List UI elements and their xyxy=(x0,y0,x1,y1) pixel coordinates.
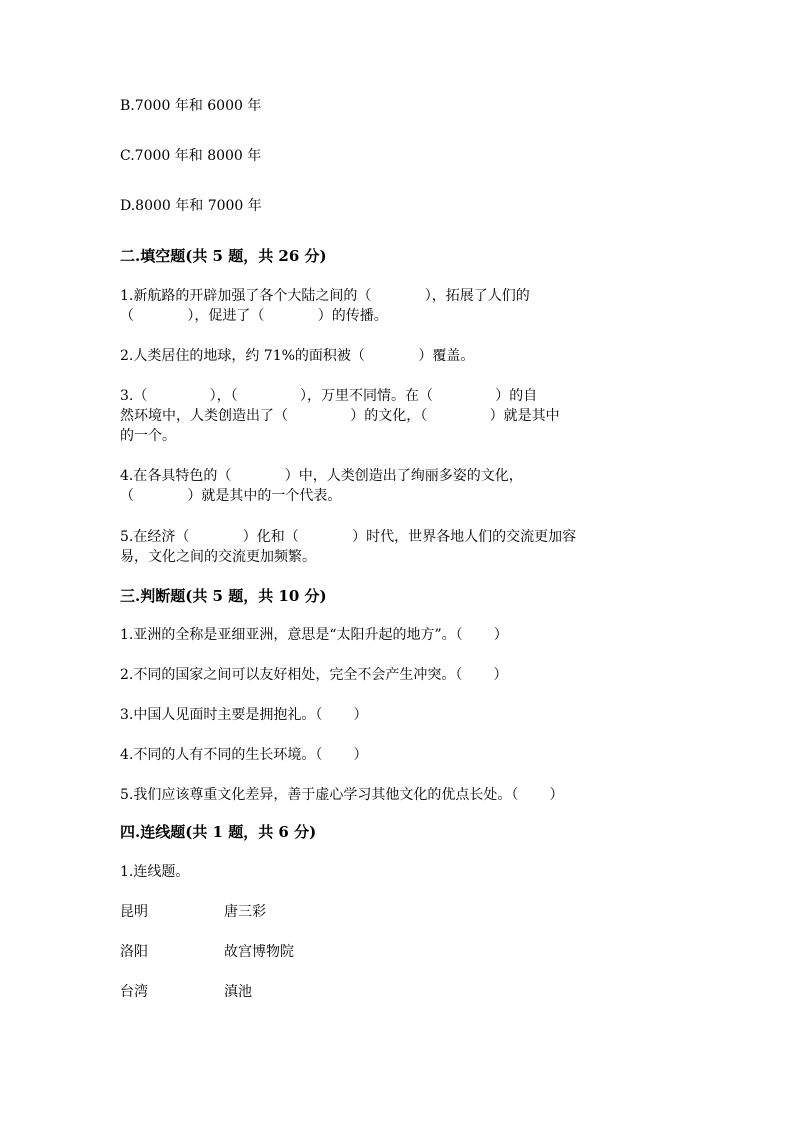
matching-left-item: 台湾 xyxy=(120,984,148,1000)
judge-question-2: 2.不同的国家之间可以友好相处，完全不会产生冲突。（ ） xyxy=(120,667,508,683)
fill-question-2: 2.人类居住的地球，约 71%的面积被（ ）覆盖。 xyxy=(120,348,475,364)
fill-question-3-line-2: 然环境中，人类创造出了（ ）的文化，（ ）就是其中 xyxy=(120,408,560,424)
matching-left-item: 洛阳 xyxy=(120,944,148,960)
fill-question-3-line-3: 的一个。 xyxy=(120,428,176,444)
option-d: D.8000 年和 7000 年 xyxy=(120,198,262,214)
section-heading-true-false: 三.判断题(共 5 题，共 10 分) xyxy=(120,587,327,605)
fill-question-4-line-1: 4.在各具特色的（ ）中，人类创造出了绚丽多姿的文化， xyxy=(120,468,523,484)
matching-left-item: 昆明 xyxy=(120,904,148,920)
matching-right-item: 故宫博物院 xyxy=(224,944,294,960)
matching-question-1: 1.连线题。 xyxy=(120,864,190,880)
matching-right-item: 滇池 xyxy=(224,984,252,1000)
judge-question-4: 4.不同的人有不同的生长环境。（ ） xyxy=(120,747,368,763)
judge-question-1: 1.亚洲的全称是亚细亚洲，意思是“太阳升起的地方”。（ ） xyxy=(120,627,508,643)
judge-question-5: 5.我们应该尊重文化差异，善于虚心学习其他文化的优点长处。（ ） xyxy=(120,787,564,803)
fill-question-4-line-2: （ ）就是其中的一个代表。 xyxy=(120,488,342,504)
fill-question-3-line-1: 3.（ ），（ ），万里不同情。在（ ）的自 xyxy=(120,388,538,404)
option-c: C.7000 年和 8000 年 xyxy=(120,148,262,164)
fill-question-5-line-1: 5.在经济（ ）化和（ ）时代，世界各地人们的交流更加容 xyxy=(120,529,577,545)
fill-question-5-line-2: 易，文化之间的交流更加频繁。 xyxy=(120,549,316,565)
option-b: B.7000 年和 6000 年 xyxy=(120,98,262,114)
section-heading-matching: 四.连线题(共 1 题，共 6 分) xyxy=(120,823,317,841)
section-heading-fill-blank: 二.填空题(共 5 题，共 26 分) xyxy=(120,247,327,265)
fill-question-1-line-1: 1.新航路的开辟加强了各个大陆之间的（ ），拓展了人们的 xyxy=(120,288,530,304)
fill-question-1-line-2: （ ），促进了（ ）的传播。 xyxy=(120,308,388,324)
judge-question-3: 3.中国人见面时主要是拥抱礼。（ ） xyxy=(120,707,368,723)
matching-right-item: 唐三彩 xyxy=(224,904,266,920)
